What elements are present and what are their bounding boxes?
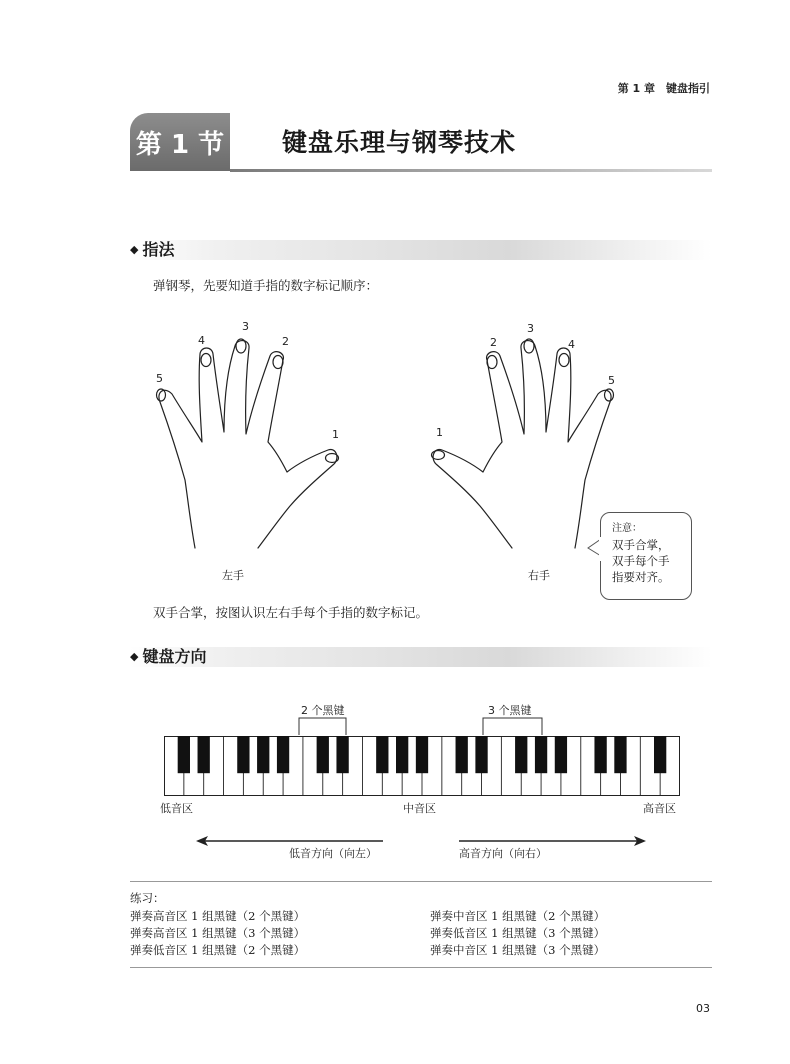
black-key xyxy=(178,736,190,773)
note-line: 双手合掌， xyxy=(612,538,670,552)
fingering-intro: 弹钢琴，先要知道手指的数字标记顺序： xyxy=(153,278,379,293)
black-key xyxy=(317,736,329,773)
black-key xyxy=(376,736,388,773)
note-callout xyxy=(600,512,692,600)
direction-arrows xyxy=(195,832,655,850)
black-key xyxy=(198,736,210,773)
black-key xyxy=(456,736,468,773)
left-finger-number: 4 xyxy=(198,334,205,347)
subhead-keyboard-direction xyxy=(130,647,712,667)
practice-bottom-rule xyxy=(130,967,712,968)
black-key xyxy=(555,736,567,773)
practice-item: 弹奏中音区 1 组黑键（3 个黑键） xyxy=(430,943,606,957)
black-key xyxy=(277,736,289,773)
practice-item: 弹奏低音区 1 组黑键（3 个黑键） xyxy=(430,926,606,940)
right-finger-number: 3 xyxy=(527,322,534,335)
note-title: 注意： xyxy=(612,523,642,534)
left-hand-icon xyxy=(157,339,339,548)
black-key xyxy=(535,736,547,773)
three-black-keys-label: 3 个黑键 xyxy=(488,704,532,717)
black-key xyxy=(594,736,606,773)
left-finger-number: 3 xyxy=(242,320,249,333)
arrow-left-label: 低音方向（向左） xyxy=(289,847,377,860)
right-finger-number: 2 xyxy=(490,336,497,349)
black-key xyxy=(257,736,269,773)
black-key-brackets xyxy=(290,715,550,737)
chapter-header: 第 1 章 键盘指引 xyxy=(617,82,710,95)
right-finger-number: 4 xyxy=(568,338,575,351)
black-key xyxy=(654,736,666,773)
left-finger-number: 1 xyxy=(332,428,339,441)
black-key xyxy=(396,736,408,773)
note-pointer-mask xyxy=(599,537,603,561)
left-finger-number: 5 xyxy=(156,372,163,385)
right-finger-number: 5 xyxy=(608,374,615,387)
low-register-label: 低音区 xyxy=(160,802,193,815)
black-key xyxy=(614,736,626,773)
practice-item: 弹奏高音区 1 组黑键（2 个黑键） xyxy=(130,909,306,923)
middle-register-label: 中音区 xyxy=(403,802,436,815)
right-hand-icon xyxy=(432,339,614,548)
section-title: 键盘乐理与钢琴技术 xyxy=(282,128,517,157)
note-line: 双手每个手 xyxy=(612,554,670,568)
right-finger-number: 1 xyxy=(436,426,443,439)
subhead-fingering-label: 指法 xyxy=(142,240,175,259)
practice-item: 弹奏中音区 1 组黑键（2 个黑键） xyxy=(430,909,606,923)
two-black-keys-label: 2 个黑键 xyxy=(301,704,345,717)
black-key xyxy=(336,736,348,773)
diamond-bullet-icon: ◆ xyxy=(130,650,139,663)
practice-item: 弹奏低音区 1 组黑键（2 个黑键） xyxy=(130,943,306,957)
page-number: 03 xyxy=(696,1002,710,1015)
practice-item: 弹奏高音区 1 组黑键（3 个黑键） xyxy=(130,926,306,940)
arrow-right-label: 高音方向（向右） xyxy=(459,847,547,860)
black-key xyxy=(475,736,487,773)
left-hand-label: 左手 xyxy=(222,569,244,582)
right-hand-label: 右手 xyxy=(528,569,550,582)
practice-top-rule xyxy=(130,881,712,882)
section-badge: 第 1 节 xyxy=(130,113,230,171)
subhead-keyboard-direction-label: 键盘方向 xyxy=(142,647,207,666)
note-line: 指要对齐。 xyxy=(612,570,670,584)
diamond-bullet-icon: ◆ xyxy=(130,243,139,256)
piano-keyboard xyxy=(164,736,680,796)
subhead-fingering xyxy=(130,240,712,260)
left-finger-number: 2 xyxy=(282,335,289,348)
section-title-rule xyxy=(230,169,712,172)
black-key xyxy=(515,736,527,773)
black-key xyxy=(237,736,249,773)
black-key xyxy=(416,736,428,773)
fingering-caption: 双手合掌，按图认识左右手每个手指的数字标记。 xyxy=(153,605,429,620)
hands-illustration xyxy=(140,310,620,580)
high-register-label: 高音区 xyxy=(643,802,676,815)
practice-title: 练习： xyxy=(130,891,165,905)
